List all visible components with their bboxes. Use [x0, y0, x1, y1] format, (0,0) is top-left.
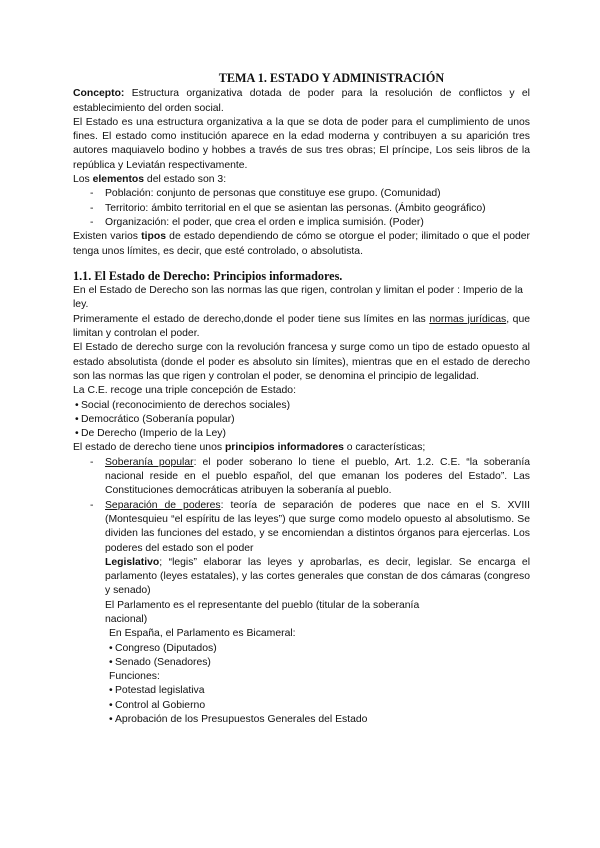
list-item: - Territorio: ámbito territorial en el que se asientan las personas. (Ámbito geográfico): [73, 202, 530, 216]
document-body: [73, 71, 530, 727]
list-item: • Senado (Senadores): [107, 656, 530, 670]
separacion-text: : teoría de separación de poderes que nace en el S. XVIII (Montesquieu “el espíritu de las leyes”) que surge como modelo opuesto al absolutismo. Se dividen las funciones del estado, y se encomiendan a distintos órganos para ejercerlas. Los poderes del estado son el poder: [105, 499, 531, 554]
concepto-paragraph: [73, 87, 530, 116]
concepto-label: Concepto:: [73, 88, 125, 100]
section-paragraph-1: En el Estado de Derecho son las normas las que rigen, controlan y limitan el poder : Imperio de la ley.: [73, 285, 523, 311]
ce-intro: La C.E. recoge una triple concepción de Estado:: [73, 385, 296, 397]
list-item: • Control al Gobierno: [107, 699, 530, 713]
soberania-label: Soberanía popular: [105, 456, 194, 468]
tipos-post: de estado dependiendo de cómo se otorgue el poder; ilimitado o que el poder tenga unos límites, es decir, que esté controlado, o absolutista.: [73, 231, 530, 257]
elementos-intro-pre: Los: [73, 174, 93, 186]
camaras-list: [107, 642, 530, 671]
list-item: - Organización: el poder, que crea el orden e implica sumisión. (Poder): [73, 216, 530, 230]
tipos-pre: Existen varios: [73, 231, 142, 243]
elementos-intro: [73, 173, 530, 187]
list-item: • Social (reconocimiento de derechos sociales): [73, 399, 530, 413]
principios-bold: principios informadores: [224, 442, 344, 454]
separacion-label: Separación de poderes: [105, 499, 221, 511]
ce-list: [73, 399, 530, 442]
list-item: • Potestad legislativa: [107, 684, 530, 698]
page-title: TEMA 1. ESTADO Y ADMINISTRACIÓN: [218, 71, 445, 85]
elementos-list: [73, 187, 530, 230]
principios-intro: [73, 441, 530, 455]
principios-list: [73, 456, 530, 556]
soberania-text: : el poder soberano lo tiene el pueblo, Art. 1.2. C.E. “la soberanía nacional reside en el pueblo español, del que emanan los poderes del Estado”. Las Constituciones democráticas atribuyen la soberanía al pueblo.: [105, 456, 530, 497]
tipos-bold: tipos: [141, 231, 166, 243]
section-title: 1.1. El Estado de Derecho: Principios informadores.: [73, 268, 343, 283]
legislativo-label: Legislativo: [105, 556, 160, 568]
list-item-separacion: [73, 499, 530, 556]
section-paragraph-2: [73, 313, 530, 342]
concepto-text: Estructura organizativa dotada de poder para la resolución de conflictos y el establecimiento del orden social.: [73, 88, 530, 114]
bicameral-line: En España, el Parlamento es Bicameral:: [109, 628, 296, 640]
funciones-label: Funciones:: [109, 671, 160, 683]
normas-juridicas-underlined: normas jurídicas: [429, 313, 507, 325]
legislativo-paragraph: [105, 556, 530, 599]
principios-post: o características;: [343, 442, 426, 454]
legislativo-text: ; “legis” elaborar las leyes y aprobarlas, es decir, legislar. Se encarga el parlamento (leyes estatales), y las cortes generales que constan de dos cámaras (congreso y senado): [105, 556, 530, 597]
list-item-soberania: [73, 456, 530, 499]
estado-paragraph: El Estado es una estructura organizativa a la que se dota de poder para el cumplimiento de unos fines. El estado como institución aparece en la edad moderna y contribuyen a su aparición tres autores maquiavelo bodino y hobbes a través de sus tres obras; El príncipe, Los seis libros de la república y Leviatán respectivamente.: [73, 116, 530, 171]
tipos-paragraph: [73, 230, 530, 259]
parlamento-line-1: El Parlamento es el representante del pueblo (titular de la soberanía: [105, 599, 420, 611]
list-item: • De Derecho (Imperio de la Ley): [73, 427, 530, 441]
section-paragraph-3: El Estado de derecho surge con la revolución francesa y surge como un tipo de estado opuesto al estado absolutista (donde el poder es absoluto sin límites), mientras que en el estado de derecho son las normas las que rigen y controlan el poder, se denomina el principio de legalidad.: [73, 342, 530, 382]
funciones-list: [107, 684, 530, 727]
list-item: • Aprobación de los Presupuestos Generales del Estado: [107, 713, 530, 727]
elementos-intro-post: del estado son 3:: [144, 174, 227, 186]
list-item: • Democrático (Soberanía popular): [73, 413, 530, 427]
p2-post: , que limitan y controlan el poder.: [73, 313, 530, 340]
principios-pre: El estado de derecho tiene unos: [73, 442, 225, 454]
list-item: - Población: conjunto de personas que constituye ese grupo. (Comunidad): [73, 187, 530, 201]
list-item: • Congreso (Diputados): [107, 642, 530, 656]
elementos-bold: elementos: [92, 174, 145, 186]
parlamento-line-2: nacional): [105, 613, 148, 625]
p2-pre: Primeramente el estado de derecho,donde el poder tiene sus límites en las: [73, 313, 430, 325]
